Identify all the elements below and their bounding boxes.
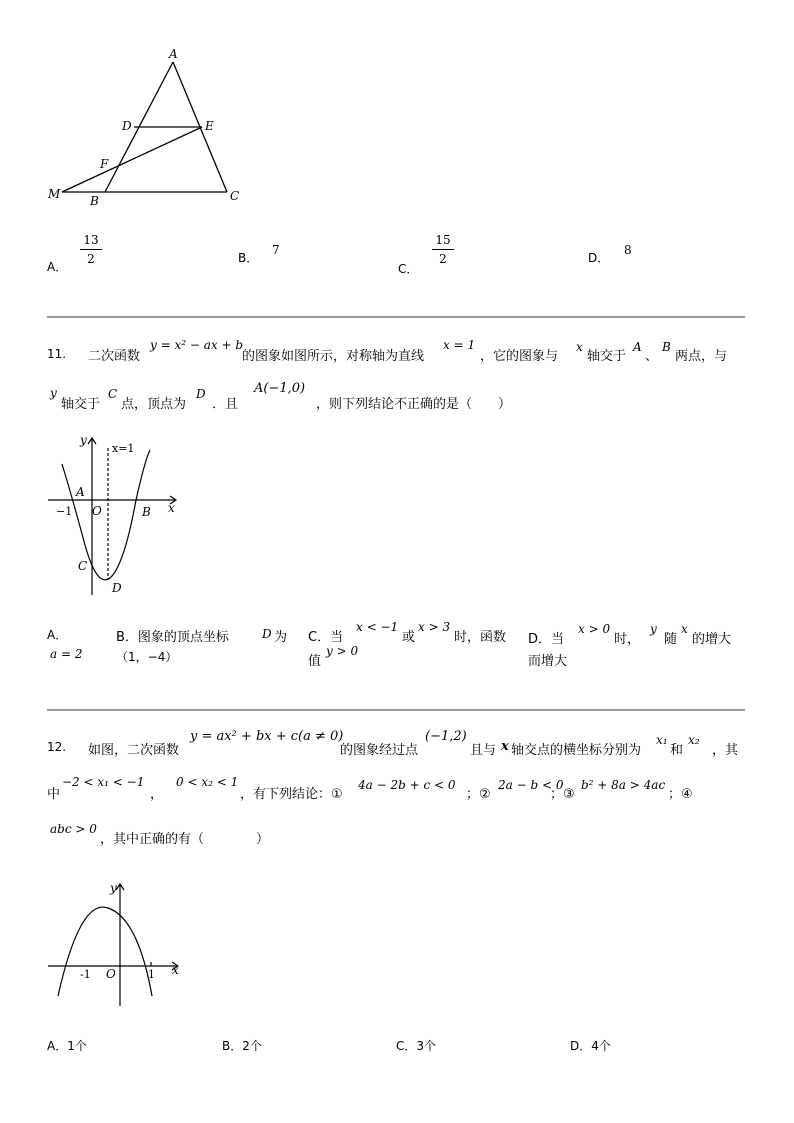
- triangle-figure: [40, 40, 260, 215]
- q12-math-2: (−1,2): [425, 729, 467, 744]
- q11-option-c-math3: y > 0: [326, 644, 359, 658]
- q11-option-d-when: 时，: [614, 632, 641, 647]
- q11-text-2: 的图象如图所示，对称轴为直线: [242, 349, 425, 364]
- q12-text-8: ，: [150, 787, 164, 802]
- q11-math-1: y = x² − ax + b: [150, 338, 244, 352]
- q11-fig-x: x: [168, 501, 175, 515]
- q12-parabola-figure: [40, 878, 190, 1008]
- q10-option-d-label: D．: [588, 251, 610, 265]
- q11-text-10: ，则下列结论不正确的是（ ）: [316, 397, 512, 412]
- q11-option-c-math1: x < −1: [356, 620, 399, 634]
- q10-option-b-label: B．: [238, 251, 259, 265]
- q11-option-b-tail: 为: [274, 630, 288, 645]
- q11-text-8: 点，顶点为: [121, 397, 187, 412]
- q12-option-a: A．1个: [47, 1039, 87, 1053]
- q11-text-3: ，它的图象与: [480, 349, 559, 364]
- q11-option-c-or: 或: [402, 630, 416, 645]
- label-A: A: [169, 47, 178, 61]
- q12-fig-x: x: [172, 963, 179, 977]
- q10-c-numerator: 15: [435, 233, 451, 247]
- q11-parabola-figure: [40, 430, 190, 600]
- q10-a-denominator: 2: [87, 252, 95, 266]
- q11-number: 11.: [47, 347, 67, 361]
- q11-option-d-label: D．当: [528, 632, 565, 647]
- q11-fig-y: y: [80, 433, 87, 447]
- q11-math-4: A: [633, 340, 642, 354]
- q12-math-11: abc > 0: [50, 822, 97, 836]
- divider-2: [47, 709, 745, 711]
- q12-fig-O: O: [106, 967, 116, 981]
- q11-fig-neg1: −1: [56, 505, 73, 518]
- q11-fig-C: C: [78, 559, 88, 573]
- label-M: M: [48, 187, 61, 201]
- q10-option-a-label: A．: [47, 260, 68, 274]
- q12-fig-y: y: [110, 881, 117, 895]
- q12-math-7: 0 < x₂ < 1: [176, 775, 239, 789]
- q11-fig-B: B: [142, 505, 151, 519]
- label-C: C: [230, 189, 240, 203]
- q12-text-13: ，其中正确的有（ ）: [100, 832, 270, 847]
- q11-option-b-coord: （1，−4）: [116, 650, 178, 664]
- q12-math-4: x₁: [656, 733, 668, 747]
- q11-option-c-math2: x > 3: [418, 620, 451, 634]
- q11-option-c-when: 时，函数: [454, 630, 507, 645]
- q11-fig-O: O: [92, 504, 102, 518]
- q12-option-c: C．3个: [396, 1039, 437, 1053]
- q10-c-denominator: 2: [439, 252, 447, 266]
- q12-text-9: ，有下列结论：①: [240, 787, 343, 802]
- q10-option-c-fraction: [432, 233, 454, 266]
- q11-math-9: A(−1,0): [254, 381, 306, 396]
- q11-option-d-x: x: [681, 622, 688, 636]
- q11-fig-A: A: [76, 485, 85, 499]
- q11-math-5: B: [662, 340, 671, 354]
- q10-option-d-value: 8: [624, 243, 632, 257]
- q10-option-c-label: C．: [398, 262, 419, 276]
- label-D: D: [122, 119, 132, 133]
- q12-fig-one: 1: [148, 968, 155, 981]
- q12-math-6: −2 < x₁ < −1: [62, 775, 145, 789]
- q11-option-b-D: D: [262, 627, 272, 641]
- q10-option-a-fraction: [80, 233, 102, 266]
- q11-math-3: x: [576, 340, 583, 354]
- q11-option-d-y: y: [650, 622, 657, 636]
- q12-option-d: D．4个: [570, 1039, 611, 1053]
- label-F: F: [100, 157, 109, 171]
- q12-fig-neg1: -1: [80, 968, 91, 981]
- q11-math-7: C: [108, 387, 118, 401]
- q10-option-b-value: 7: [272, 243, 280, 257]
- q12-text-7: 中: [47, 787, 61, 802]
- q12-text-10: ；②: [466, 787, 491, 802]
- q12-math-10: b² + 8a > 4ac: [581, 778, 666, 792]
- q12-option-b: B．2个: [222, 1039, 262, 1053]
- q11-option-d-sui: 随: [664, 632, 678, 647]
- q11-option-b-text: B．图象的顶点坐标: [116, 630, 229, 645]
- q10-a-numerator: 13: [83, 233, 99, 247]
- q12-math-9: 2a − b < 0: [498, 778, 564, 792]
- q12-math-3: x: [501, 739, 509, 754]
- q12-math-5: x₂: [688, 733, 700, 747]
- q11-math-6: y: [50, 386, 57, 400]
- q12-text-6: ，其: [712, 743, 739, 758]
- q11-text-4: 轴交于: [587, 349, 627, 364]
- q12-text-11: ；③: [550, 787, 575, 802]
- q11-text-1: 二次函数: [88, 349, 141, 364]
- q11-text-7: 轴交于: [61, 397, 101, 412]
- divider-1: [47, 316, 745, 318]
- q11-fig-D: D: [112, 581, 122, 595]
- q12-text-3: 且与: [470, 743, 497, 758]
- q11-option-d-increase: 的增大: [692, 632, 732, 647]
- q11-option-a-label: A．: [47, 628, 68, 642]
- q11-fig-axis-label: x=1: [112, 442, 135, 455]
- q11-text-6: 两点，与: [675, 349, 728, 364]
- q12-text-2: 的图象经过点: [340, 743, 419, 758]
- q12-number: 12.: [47, 740, 67, 754]
- q12-math-1: y = ax² + bx + c(a ≠ 0): [190, 729, 344, 744]
- q12-text-5: 和: [670, 743, 684, 758]
- q11-option-a-math: a = 2: [50, 647, 83, 661]
- q12-text-12: ；④: [668, 787, 693, 802]
- label-B: B: [90, 194, 99, 208]
- q11-option-c-value: 值: [308, 654, 322, 669]
- q12-text-4: 轴交点的横坐标分别为: [511, 743, 642, 758]
- q11-text-9: ．且: [212, 397, 239, 412]
- q11-math-8: D: [196, 387, 206, 401]
- q11-text-5: 、: [645, 349, 659, 364]
- q12-text-1: 如图，二次函数: [88, 743, 180, 758]
- q11-option-c-label: C．当: [308, 630, 344, 645]
- q12-math-8: 4a − 2b + c < 0: [358, 778, 456, 792]
- q11-option-d-math1: x > 0: [578, 622, 611, 636]
- q11-option-d-increase2: 而增大: [528, 654, 568, 669]
- label-E: E: [205, 119, 214, 133]
- q11-math-2: x = 1: [443, 338, 476, 352]
